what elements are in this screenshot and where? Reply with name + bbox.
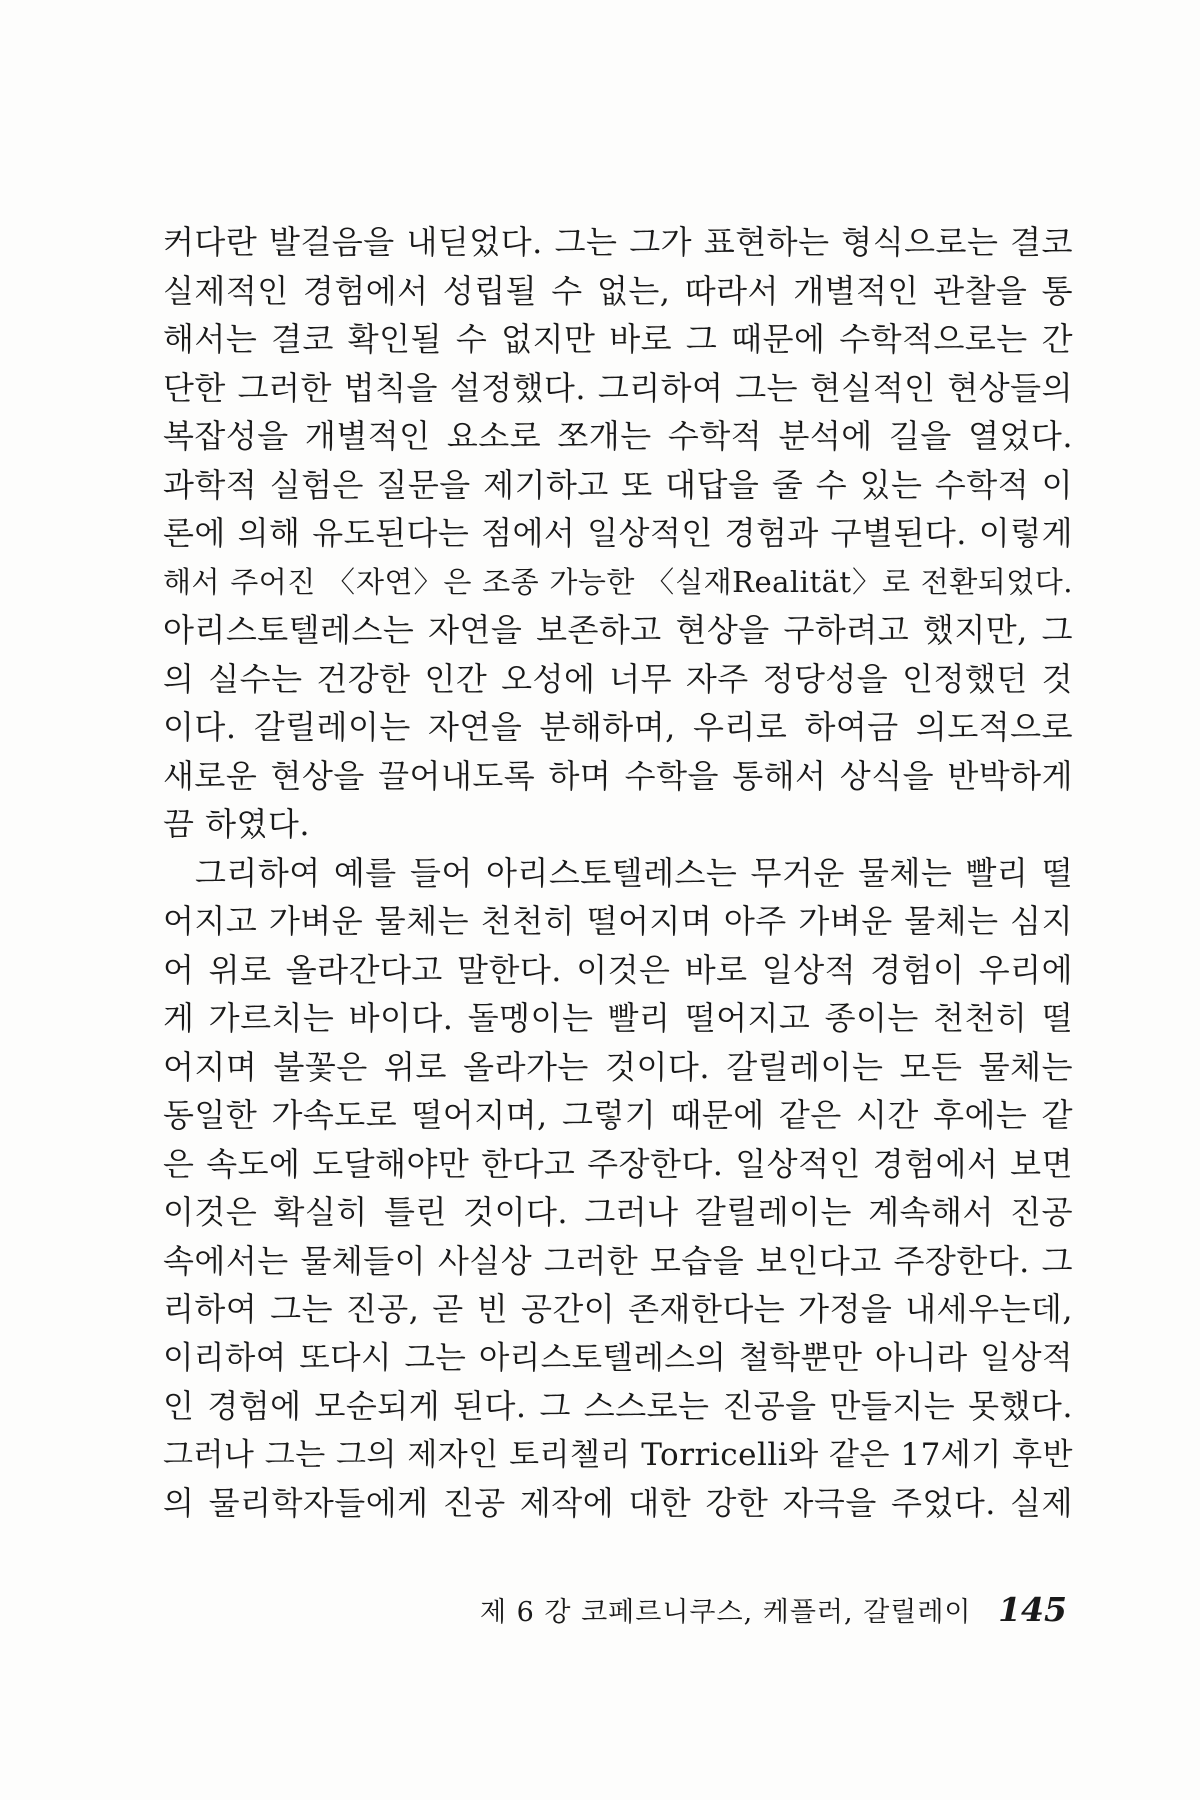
text-line: 속에서는 물체들이 사실상 그러한 모습을 보인다고 주장한다. 그 [163,1241,1073,1280]
text-line: 해서 주어진 〈자연〉은 조종 가능한 〈실재Realität〉로 전환되었다. [163,564,1073,599]
text-line: 단한 그러한 법칙을 설정했다. 그리하여 그는 현실적인 현상들의 [163,368,1073,407]
text-line: 해서는 결코 확인될 수 없지만 바로 그 때문에 수학적으로는 간 [163,320,1073,358]
text-line: 게 가르치는 바이다. 돌멩이는 빨리 떨어지고 종이는 천천히 떨 [163,999,1073,1037]
paragraph-start-line: 그리하여 예를 들어 아리스토텔레스는 무거운 물체는 빨리 떨 [195,853,1073,892]
text-line: 복잡성을 개별적인 요소로 쪼개는 수학적 분석에 길을 열었다. [163,417,1073,455]
text-line: 은 속도에 도달해야만 한다고 주장한다. 일상적인 경험에서 보면 [163,1144,1073,1183]
running-head: 제 6 강 코페르니쿠스, 케플러, 갈릴레이 [480,1597,972,1628]
text-line: 의 물리학자들에게 진공 제작에 대한 강한 자극을 주었다. 실제 [163,1484,1073,1522]
body-text [163,218,1073,1528]
text-line: 어지며 불꽃은 위로 올라가는 것이다. 갈릴레이는 모든 물체는 [163,1047,1073,1086]
text-line: 론에 의해 유도된다는 점에서 일상적인 경험과 구별된다. 이렇게 [163,514,1073,552]
text-line: 이다. 갈릴레이는 자연을 분해하며, 우리로 하여금 의도적으로 [163,708,1073,746]
text-line: 과학적 실험은 질문을 제기하고 또 대답을 줄 수 있는 수학적 이 [163,465,1073,504]
text-line: 이것은 확실히 틀린 것이다. 그러나 갈릴레이는 계속해서 진공 [163,1193,1073,1231]
text-line: 리하여 그는 진공, 곧 빈 공간이 존재한다는 가정을 내세우는데, [163,1290,1073,1328]
text-line: 의 실수는 건강한 인간 오성에 너무 자주 정당성을 인정했던 것 [163,659,1073,698]
text-line: 어지고 가벼운 물체는 천천히 떨어지며 아주 가벼운 물체는 심지 [163,902,1073,940]
text-line: 동일한 가속도로 떨어지며, 그렇기 때문에 같은 시간 후에는 같 [163,1096,1073,1134]
text-line: 새로운 현상을 끌어내도록 하며 수학을 통해서 상식을 반박하게 [163,756,1073,795]
text-line: 인 경험에 모순되게 된다. 그 스스로는 진공을 만들지는 못했다. [163,1387,1073,1425]
text-line: 이리하여 또다시 그는 아리스토텔레스의 철학뿐만 아니라 일상적 [163,1339,1073,1376]
text-line: 커다란 발걸음을 내딛었다. 그는 그가 표현하는 형식으로는 결코 [163,223,1073,261]
text-line: 그러나 그는 그의 제자인 토리첼리 Torricelli와 같은 17세기 후반 [163,1436,1073,1473]
text-line: 어 위로 올라간다고 말한다. 이것은 바로 일상적 경험이 우리에 [163,950,1073,989]
text-line: 실제적인 경험에서 성립될 수 없는, 따라서 개별적인 관찰을 통 [163,271,1073,310]
paragraph-end-line: 끔 하였다. [163,805,310,843]
page-footer [480,1585,1067,1635]
page-number: 145 [998,1590,1067,1629]
text-line: 아리스토텔레스는 자연을 보존하고 현상을 구하려고 했지만, 그 [163,611,1073,649]
